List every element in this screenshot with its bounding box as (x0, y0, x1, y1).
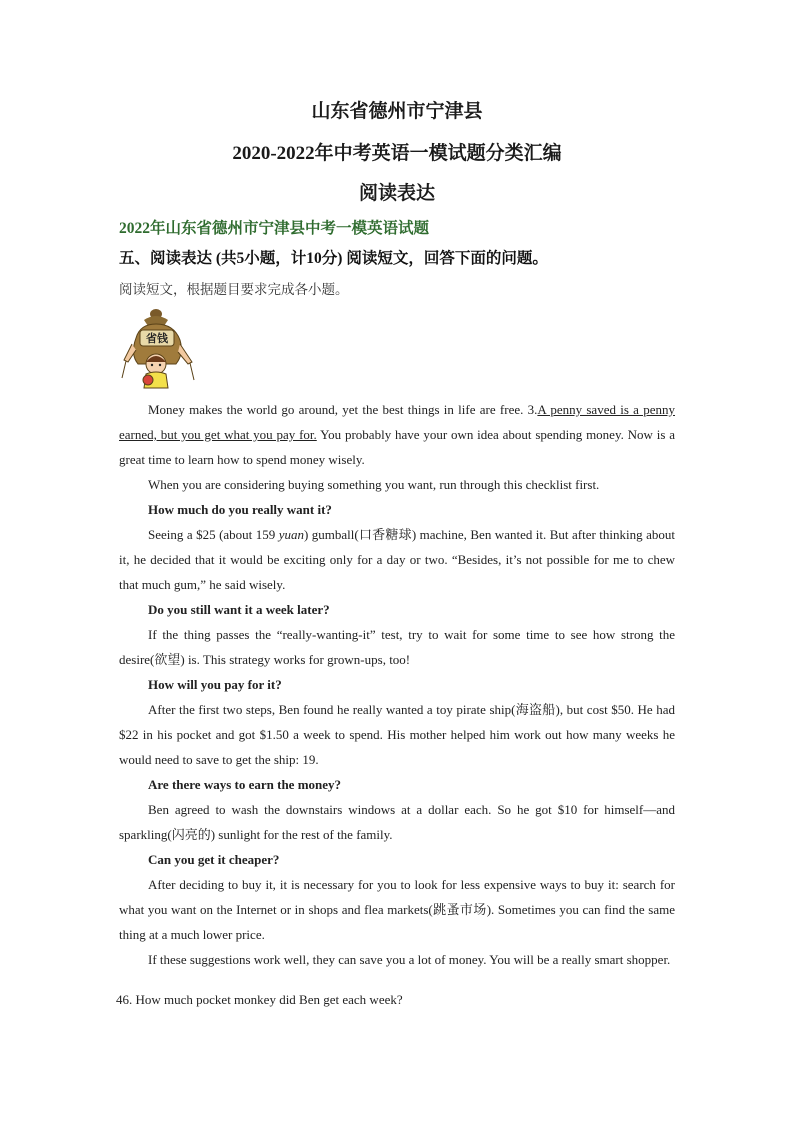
bag-label: 省钱 (146, 332, 168, 345)
passage-paragraph: Money makes the world go around, yet the best things in life are free. 3.A penny saved is a penny earned, but you get what you pay for. You probably have your own idea about spending money. Now is a great time to learn how to spend money wisely. (119, 402, 675, 467)
exam-title: 2022年山东省德州市宁津县中考一模英语试题 (119, 220, 430, 237)
passage-paragraph: Seeing a $25 (about 159 yuan) gumball(口香糖球) machine, Ben wanted it. But after thinking about it, he decided that it would be exciting only for a day or two. “Besides, it’s not possible for me to chew that much gum,” he said wisely. (119, 527, 675, 592)
passage-paragraph: When you are considering buying something you want, run through this checklist first. (148, 477, 600, 492)
document-topic: 阅读表达 (358, 183, 435, 204)
passage-subheading: Can you get it cheaper? (148, 852, 280, 867)
document-subtitle: 2020-2022年中考英语一模试题分类汇编 (232, 143, 562, 164)
passage-paragraph: If the thing passes the “really-wanting-it” test, try to wait for some time to see how strong the desire(欲望) is. This strategy works for grown-ups, too! (119, 627, 675, 667)
passage-paragraph: If these suggestions work well, they can save you a lot of money. You will be a really smart shopper. (148, 952, 671, 967)
passage-paragraph: Ben agreed to wash the downstairs windows at a dollar each. So he got $10 for himself—and sparkling(闪亮的) sunlight for the rest of the family. (119, 802, 675, 842)
section-instruction: 五、阅读表达 (共5小题，计10分) 阅读短文，回答下面的问题。 (119, 250, 548, 267)
section-subinstruction: 阅读短文，根据题目要求完成各小题。 (119, 282, 349, 298)
money-bag-cartoon-icon (118, 306, 202, 390)
passage-paragraph: After deciding to buy it, it is necessary for you to look for less expensive ways to buy it: search for what you want on the Internet or in shops and flea markets(跳蚤市场). Sometimes you can find the same thing at a much lower price. (119, 877, 675, 942)
underlined-sentence: A penny saved is a penny earned, but you get what you pay for. (119, 402, 675, 442)
passage-subheading: How will you pay for it? (148, 677, 282, 692)
passage-subheading: Do you still want it a week later? (148, 602, 330, 617)
passage-paragraph: After the first two steps, Ben found he really wanted a toy pirate ship(海盗船), but cost $50. He had $22 in his pocket and got $1.50 a week to spend. His mother helped him work out how many weeks he would need to save to get the ship: 19. (119, 702, 675, 767)
question-46: 46. How much pocket monkey did Ben get each week? (116, 992, 403, 1007)
reading-passage (119, 397, 675, 972)
passage-subheading: Are there ways to earn the money? (148, 777, 342, 792)
passage-subheading: How much do you really want it? (148, 502, 332, 517)
document-title: 山东省德州市宁津县 (311, 101, 483, 122)
